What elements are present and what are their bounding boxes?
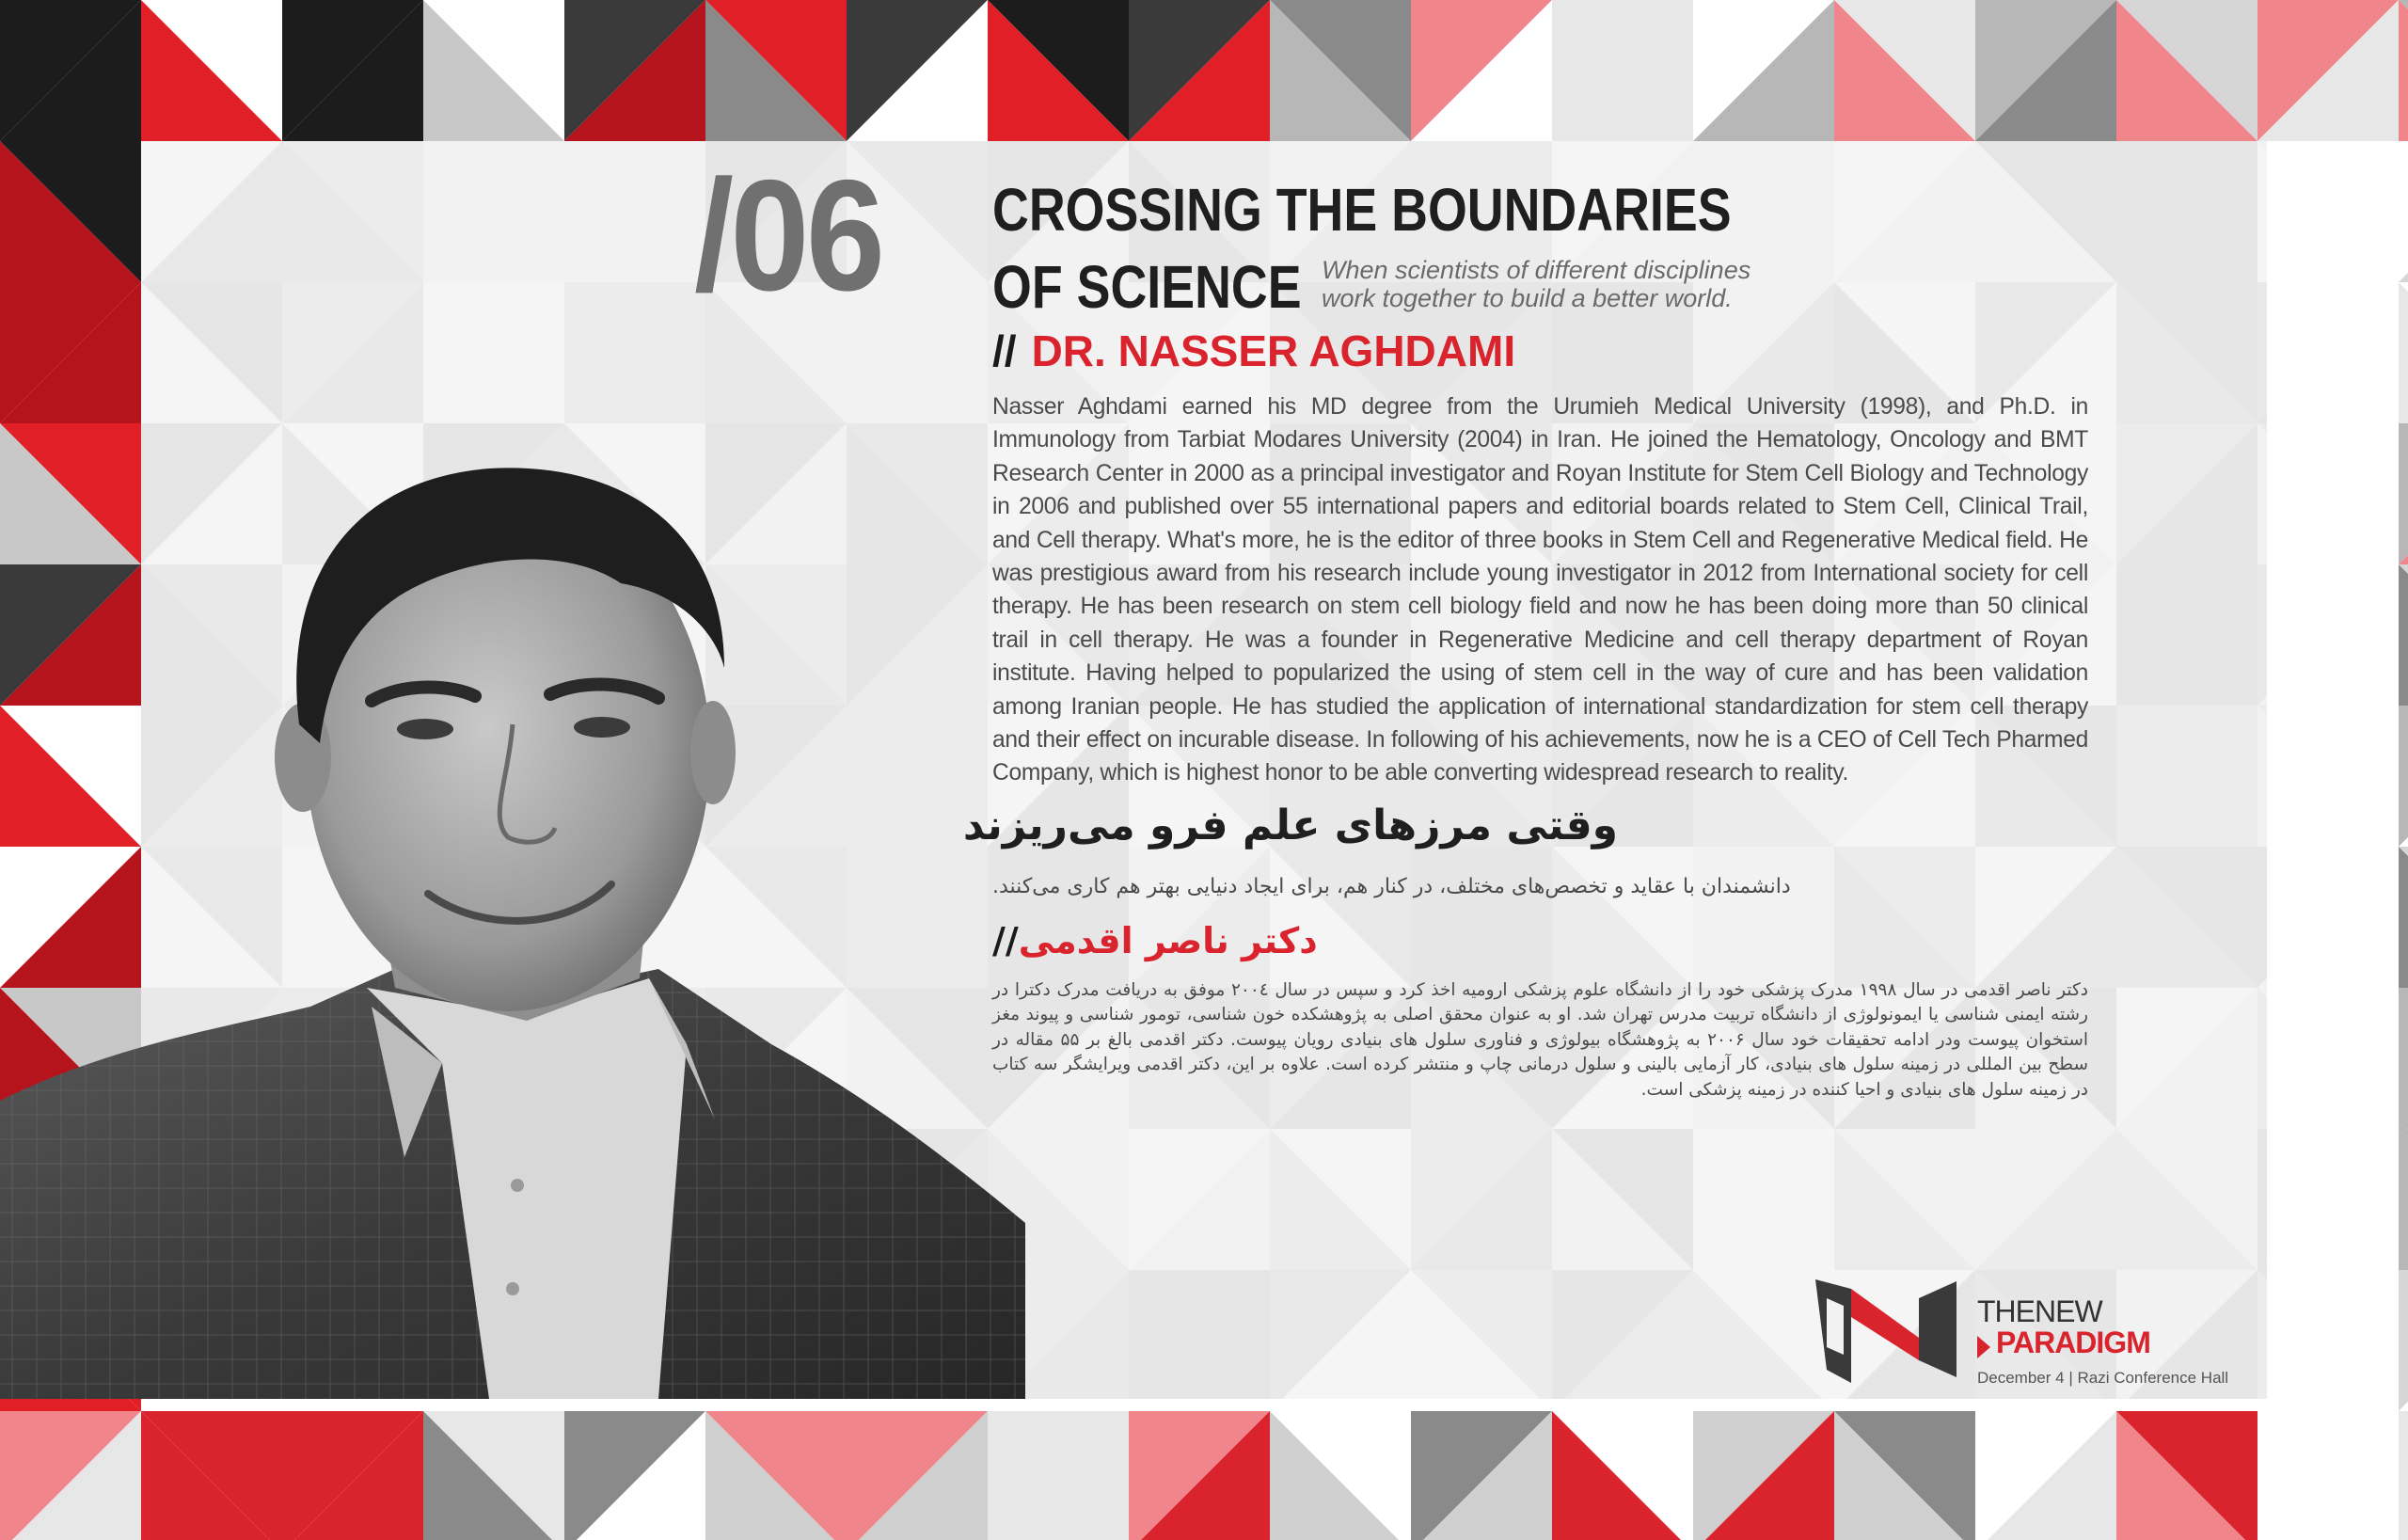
issue-number: /06 bbox=[694, 147, 882, 324]
speaker-bio-fa: دکتر ناصر اقدمی در سال ۱۹۹۸ مدرک پزشکی خود را از دانشگاه علوم پزشکی ارومیه اخذ کرد و سپس در سال ۲۰۰٤ موفق به دریافت مدرک دکترا در رشته ایمنی شناسی یا ایمونولوژی از دانشگاه تربیت مدرس تهران شد. او به عنوان محقق اصلی به پژوهشکده خون شناسی، تومور شناسی و پیوند مغز استخوان پیوست ودر ادامه تحقیقات خود سال ۲۰۰۶ به پژوهشگاه بیولوژی و فناوری سلول های بنیادی رویان پیوست. دکتر اقدمی بالغ بر ۵۵ مقاله در سطح بین المللی در زمینه سلول های بنیادی، کار آزمایی بالینی و سلول درمانی چاپ و منتشر کرده است. علاوه بر این، دکتر اقدمی ویرایشگر سه کتاب در زمینه سلول های بنیادی و احیا کننده در زمینه پزشکی است. bbox=[992, 980, 2088, 1100]
speaker-name-en bbox=[992, 326, 1515, 375]
event-date-venue: December 4 | Razi Conference Hall bbox=[1977, 1369, 2229, 1387]
portrait-photo-icon bbox=[0, 442, 1025, 1399]
speaker-name-fa bbox=[992, 914, 1406, 967]
speaker-prefix: // bbox=[992, 326, 1017, 375]
session-subtitle bbox=[1322, 256, 1751, 312]
speaker-name-fa-text: دکتر ناصر اقدمی bbox=[1018, 920, 1318, 961]
logo-wordmark-top bbox=[1977, 1295, 2102, 1327]
speaker-bio-en: Nasser Aghdami earned his MD degree from the Urumieh Medical University (1998), and Ph.D. in Immunology from Tarbiat Modares University (2004) in Iran. He joined the Hematology, Oncology and BMT Research Center in 2000 as a principal investigator and Royan Institute for Stem Cell Biology and Technology in 2006 and published over 55 international papers and editorial boards related to Stem Cell, Clinical Trail, and Cell therapy. What's more, he is the editor of three books in Stem Cell and Regenerative Medical field. He was prestigious award from his research include young investigator in 2012 from International society for cell therapy. He has been research on stem cell biology field and now he has been doing more than 50 clinical trail in cell therapy. He was a founder in Regenerative Medicine and cell therapy department of Royan institute. Having helped to popularized the using of stem cell in the way of cure and has been validation among Iranian people. He has studied the application of international standardization for stem cell therapy and their effect on incurable disease. In following of his achievements, now he is a CEO of Cell Tech Pharmed Company, which is highest honor to be able converting widespread research to reality. bbox=[992, 394, 2088, 786]
session-subtitle-line-1: When scientists of different disciplines bbox=[1322, 256, 1751, 284]
logo-the: THE bbox=[1977, 1294, 2035, 1328]
event-logo bbox=[1815, 1275, 2229, 1397]
play-arrow-icon bbox=[1977, 1336, 1990, 1358]
session-title-line-1: CROSSING THE BOUNDARIES bbox=[992, 176, 1732, 244]
session-subtitle-line-2: work together to build a better world. bbox=[1322, 284, 1733, 312]
speaker-prefix-fa: // bbox=[992, 920, 1019, 961]
session-title-fa: وقتی مرزهای علم فرو می‌ریزند bbox=[962, 802, 1618, 849]
session-subtitle-fa: دانشمندان با عقاید و تخصص‌های مختلف، در کنار هم، برای ایجاد دنیایی بهتر هم کاری می‌کنند. bbox=[992, 875, 1791, 898]
logo-wordmark-bottom bbox=[1977, 1326, 2150, 1358]
speaker-name-en-text: DR. NASSER AGHDAMI bbox=[1031, 326, 1516, 375]
the-new-paradigm-logo-icon bbox=[1815, 1279, 1975, 1383]
session-title-line-2: OF SCIENCE bbox=[992, 253, 1302, 321]
logo-paradigm: PARADIGM bbox=[1996, 1326, 2150, 1359]
logo-new: NEW bbox=[2035, 1294, 2102, 1328]
